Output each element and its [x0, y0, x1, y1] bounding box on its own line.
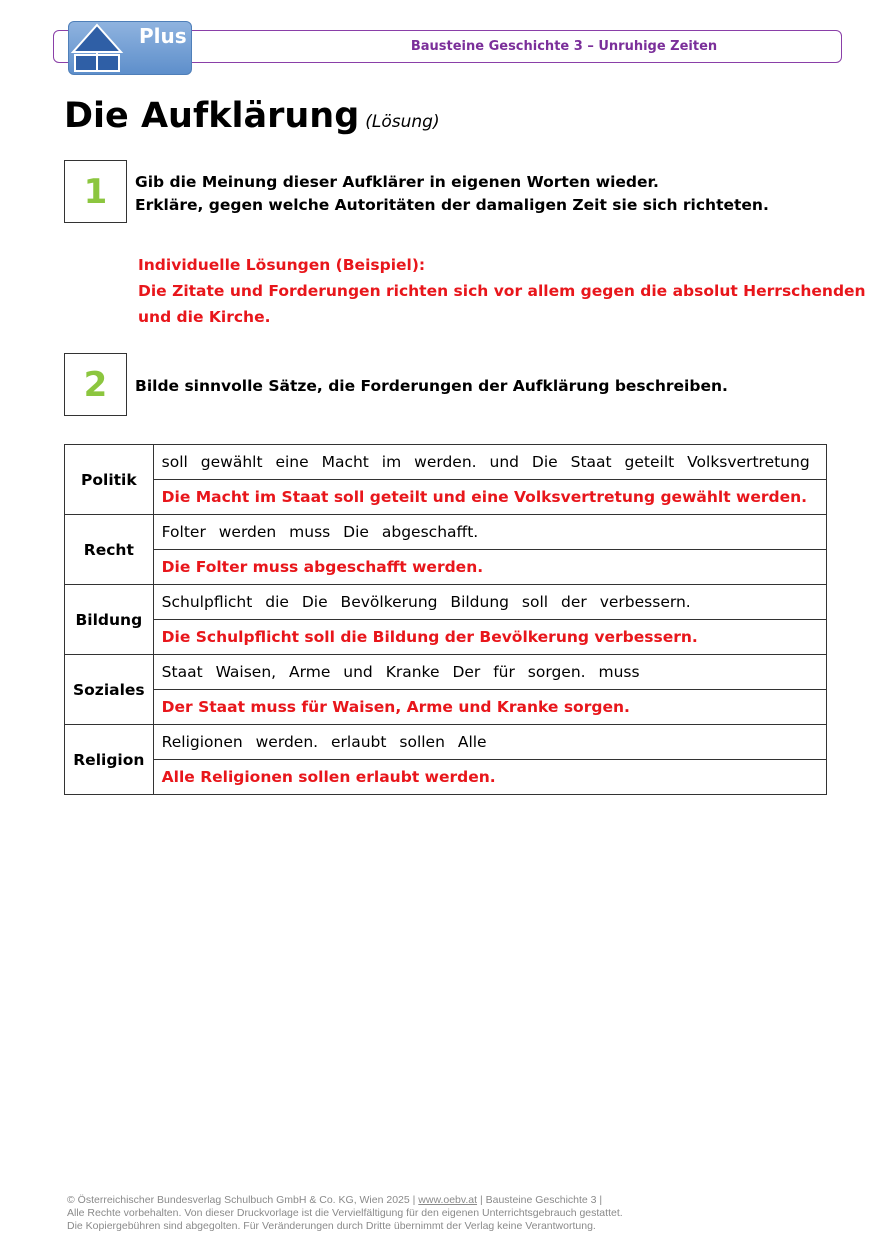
answer-cell: Alle Religionen sollen erlaubt werden. — [153, 760, 826, 795]
solution-1 — [138, 252, 866, 330]
table-row-soziales — [65, 655, 827, 690]
plus-logo — [68, 21, 192, 75]
table-row-bildung-answer — [65, 620, 827, 655]
header-title: Bausteine Geschichte 3 – Unruhige Zeiten — [410, 39, 718, 54]
category-cell: Recht — [65, 515, 154, 585]
task-1-line-1: Gib die Meinung dieser Aufklärer in eigenen Worten wieder. — [135, 173, 659, 191]
task-number-2: 2 — [64, 353, 127, 416]
category-cell: Politik — [65, 445, 154, 515]
table-row-bildung — [65, 585, 827, 620]
logo-text: Plus — [139, 24, 187, 48]
page-subtitle: (Lösung) — [365, 112, 440, 132]
answer-cell: Die Schulpflicht soll die Bildung der Bevölkerung verbessern. — [153, 620, 826, 655]
solution-1-line-2: und die Kirche. — [138, 308, 271, 326]
table-row-politik — [65, 445, 827, 480]
answer-cell: Die Macht im Staat soll geteilt und eine Volksvertretung gewählt werden. — [153, 480, 826, 515]
answer-cell: Die Folter muss abgeschafft werden. — [153, 550, 826, 585]
scrambled-words-cell: Folter werden muss Die abgeschafft. — [153, 515, 826, 550]
footer-copyright: © Österreichischer Bundesverlag Schulbuch GmbH & Co. KG, Wien 2025 | — [67, 1194, 419, 1206]
task-1-instructions — [135, 171, 769, 217]
footer-book-name: | Bausteine Geschichte 3 | — [477, 1194, 603, 1206]
footer-line-2: Alle Rechte vorbehalten. Von dieser Druckvorlage ist die Vervielfältigung für den eigenen Unterrichtsgebrauch gestattet. — [67, 1207, 623, 1219]
table-row-religion — [65, 725, 827, 760]
table-row-recht-answer — [65, 550, 827, 585]
task-1-line-2: Erkläre, gegen welche Autoritäten der damaligen Zeit sie sich richteten. — [135, 196, 769, 214]
solution-1-line-1: Die Zitate und Forderungen richten sich vor allem gegen die absolut Herrschenden — [138, 282, 866, 300]
sentence-table — [64, 444, 827, 795]
scrambled-words-cell: Staat Waisen, Arme und Kranke Der für sorgen. muss — [153, 655, 826, 690]
table-row-politik-answer — [65, 480, 827, 515]
answer-cell: Der Staat muss für Waisen, Arme und Kranke sorgen. — [153, 690, 826, 725]
category-cell: Soziales — [65, 655, 154, 725]
scrambled-words-cell: Schulpflicht die Die Bevölkerung Bildung soll der verbessern. — [153, 585, 826, 620]
page-title-text: Die Aufklärung — [64, 96, 360, 136]
scrambled-words-cell: soll gewählt eine Macht im werden. und Die Staat geteilt Volksvertretung — [153, 445, 826, 480]
solution-1-heading: Individuelle Lösungen (Beispiel): — [138, 256, 426, 274]
category-cell: Religion — [65, 725, 154, 795]
scrambled-words-cell: Religionen werden. erlaubt sollen Alle — [153, 725, 826, 760]
table-row-recht — [65, 515, 827, 550]
publisher-link[interactable]: www.oebv.at — [418, 1194, 478, 1206]
task-number-1: 1 — [64, 160, 127, 223]
task-2-instructions: Bilde sinnvolle Sätze, die Forderungen der Aufklärung beschreiben. — [135, 377, 728, 395]
category-cell: Bildung — [65, 585, 154, 655]
footer-line-1 — [67, 1194, 623, 1207]
footer-line-3: Die Kopiergebühren sind abgegolten. Für Veränderungen durch Dritte übernimmt der Verlag keine Verantwortung. — [67, 1220, 596, 1232]
table-row-religion-answer — [65, 760, 827, 795]
table-row-soziales-answer — [65, 690, 827, 725]
footer — [67, 1194, 623, 1233]
page-title — [64, 96, 440, 136]
